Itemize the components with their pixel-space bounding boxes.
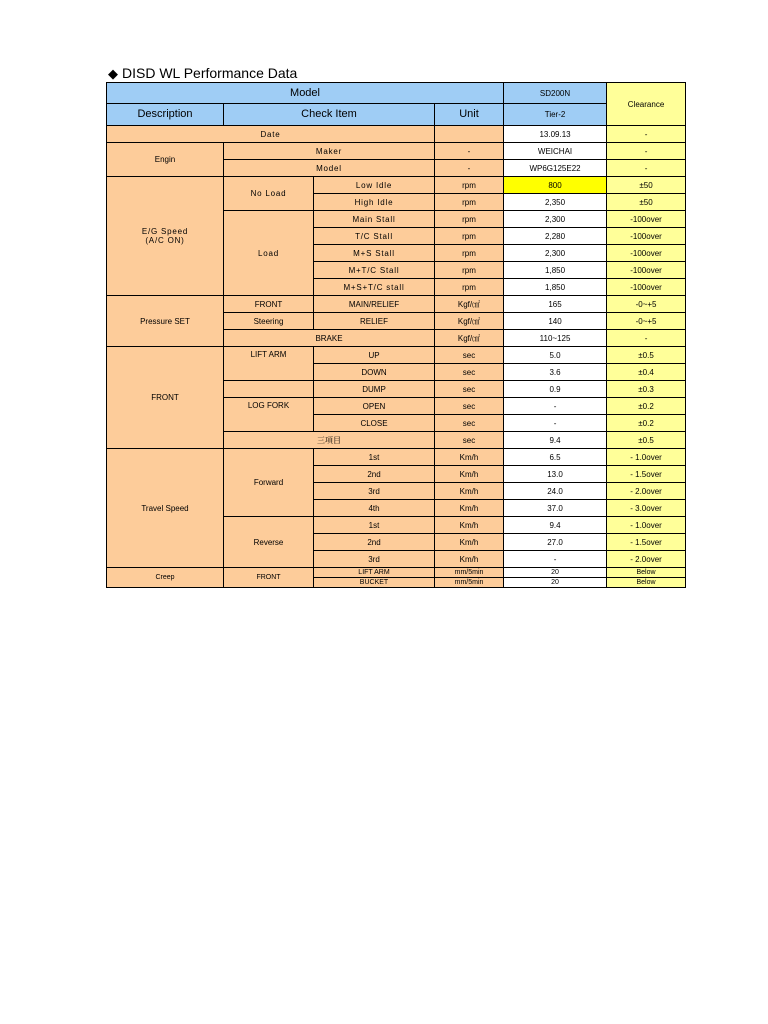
table-row — [107, 568, 686, 578]
creep-front-label: FRONT — [224, 568, 314, 588]
eg-speed-label — [107, 177, 224, 296]
ms-stall-label: M+S Stall — [314, 245, 435, 262]
date-clearance: - — [607, 126, 686, 143]
clearance-header: Clearance — [607, 83, 686, 126]
reverse-gear-label: 2nd — [314, 534, 435, 551]
eg-speed-label-line1: E/G Speed — [141, 227, 189, 236]
forward-gear-clearance: - 2.0over — [607, 483, 686, 500]
tc-stall-unit: rpm — [435, 228, 504, 245]
reverse-gear-value: - — [504, 551, 607, 568]
brake-unit: Kgf/㎠ — [435, 330, 504, 347]
title-text: DISD WL Performance Data — [122, 65, 298, 81]
date-label: Date — [107, 126, 435, 143]
date-unit — [435, 126, 504, 143]
main-stall-value: 2,300 — [504, 211, 607, 228]
forward-gear-unit: Km/h — [435, 483, 504, 500]
reverse-gear-label: 1st — [314, 517, 435, 534]
steering-relief-value: 140 — [504, 313, 607, 330]
reverse-gear-clearance: - 1.0over — [607, 517, 686, 534]
close-value: - — [504, 415, 607, 432]
up-unit: sec — [435, 347, 504, 364]
forward-gear-label: 2nd — [314, 466, 435, 483]
maker-label: Maker — [224, 143, 435, 160]
low-idle-value: 800 — [504, 177, 607, 194]
forward-gear-label: 1st — [314, 449, 435, 466]
high-idle-clearance: ±50 — [607, 194, 686, 211]
mstc-stall-value: 1,850 — [504, 279, 607, 296]
reverse-gear-value: 9.4 — [504, 517, 607, 534]
header-row-model — [107, 83, 686, 104]
unit-header: Unit — [435, 104, 504, 126]
description-header: Description — [107, 104, 224, 126]
table-row — [107, 296, 686, 313]
forward-gear-clearance: - 3.0over — [607, 500, 686, 517]
tier-value: Tier-2 — [504, 104, 607, 126]
engine-model-value: WP6G125E22 — [504, 160, 607, 177]
forward-gear-unit: Km/h — [435, 466, 504, 483]
maker-unit: - — [435, 143, 504, 160]
log-fork-label: LOG FORK — [224, 398, 314, 432]
forward-gear-value: 13.0 — [504, 466, 607, 483]
forward-gear-unit: Km/h — [435, 449, 504, 466]
tc-stall-clearance: -100over — [607, 228, 686, 245]
table-row — [107, 126, 686, 143]
forward-gear-value: 37.0 — [504, 500, 607, 517]
forward-gear-label: 3rd — [314, 483, 435, 500]
forward-gear-clearance: - 1.5over — [607, 466, 686, 483]
reverse-gear-clearance: - 2.0over — [607, 551, 686, 568]
mstc-stall-unit: rpm — [435, 279, 504, 296]
up-label: UP — [314, 347, 435, 364]
cycle-label: 三項目 — [224, 432, 435, 449]
mtc-stall-clearance: -100over — [607, 262, 686, 279]
load-label: Load — [224, 211, 314, 296]
creep-bucket-clearance: Below — [607, 578, 686, 588]
lift-arm-label: LIFT ARM — [224, 347, 314, 381]
main-relief-value: 165 — [504, 296, 607, 313]
down-label: DOWN — [314, 364, 435, 381]
brake-clearance: - — [607, 330, 686, 347]
diamond-bullet-icon: ◆ — [108, 66, 118, 81]
open-clearance: ±0.2 — [607, 398, 686, 415]
main-stall-clearance: -100over — [607, 211, 686, 228]
maker-clearance: - — [607, 143, 686, 160]
table-row — [107, 177, 686, 194]
up-value: 5.0 — [504, 347, 607, 364]
down-clearance: ±0.4 — [607, 364, 686, 381]
main-relief-label: MAIN/RELIEF — [314, 296, 435, 313]
travel-speed-label: Travel Speed — [107, 449, 224, 568]
main-relief-clearance: -0~+5 — [607, 296, 686, 313]
close-clearance: ±0.2 — [607, 415, 686, 432]
ms-stall-value: 2,300 — [504, 245, 607, 262]
open-value: - — [504, 398, 607, 415]
creep-bucket-label: BUCKET — [314, 578, 435, 588]
steering-relief-clearance: -0~+5 — [607, 313, 686, 330]
reverse-gear-label: 3rd — [314, 551, 435, 568]
forward-gear-clearance: - 1.0over — [607, 449, 686, 466]
front-section-label: FRONT — [107, 347, 224, 449]
pressure-set-label: Pressure SET — [107, 296, 224, 347]
creep-label: Creep — [107, 568, 224, 588]
engine-model-clearance: - — [607, 160, 686, 177]
creep-lift-arm-clearance: Below — [607, 568, 686, 578]
model-header: Model — [107, 83, 504, 104]
header-row-columns — [107, 104, 686, 126]
forward-label: Forward — [224, 449, 314, 517]
mtc-stall-unit: rpm — [435, 262, 504, 279]
tc-stall-value: 2,280 — [504, 228, 607, 245]
reverse-gear-value: 27.0 — [504, 534, 607, 551]
engin-label: Engin — [107, 143, 224, 177]
table-row — [107, 449, 686, 466]
open-label: OPEN — [314, 398, 435, 415]
cycle-clearance: ±0.5 — [607, 432, 686, 449]
forward-gear-unit: Km/h — [435, 500, 504, 517]
reverse-gear-unit: Km/h — [435, 517, 504, 534]
low-idle-label: Low Idle — [314, 177, 435, 194]
reverse-gear-unit: Km/h — [435, 551, 504, 568]
eg-speed-label-line2: (A/C ON) — [145, 236, 185, 245]
open-unit: sec — [435, 398, 504, 415]
steering-label: Steering — [224, 313, 314, 330]
forward-gear-value: 24.0 — [504, 483, 607, 500]
high-idle-value: 2,350 — [504, 194, 607, 211]
close-unit: sec — [435, 415, 504, 432]
table-row — [107, 347, 686, 364]
forward-gear-value: 6.5 — [504, 449, 607, 466]
creep-lift-arm-label: LIFT ARM — [314, 568, 435, 578]
table-row — [107, 143, 686, 160]
brake-label: BRAKE — [224, 330, 435, 347]
reverse-label: Reverse — [224, 517, 314, 568]
no-load-label: No Load — [224, 177, 314, 211]
maker-value: WEICHAI — [504, 143, 607, 160]
page-title — [108, 64, 297, 83]
creep-lift-arm-value: 20 — [504, 568, 607, 578]
up-clearance: ±0.5 — [607, 347, 686, 364]
dump-unit: sec — [435, 381, 504, 398]
reverse-gear-clearance: - 1.5over — [607, 534, 686, 551]
down-value: 3.6 — [504, 364, 607, 381]
low-idle-clearance: ±50 — [607, 177, 686, 194]
steering-relief-unit: Kgf/㎠ — [435, 313, 504, 330]
dump-value: 0.9 — [504, 381, 607, 398]
dump-clearance: ±0.3 — [607, 381, 686, 398]
reverse-gear-unit: Km/h — [435, 534, 504, 551]
dump-label: DUMP — [314, 381, 435, 398]
steering-relief-label: RELIEF — [314, 313, 435, 330]
date-value: 13.09.13 — [504, 126, 607, 143]
dump-group-blank — [224, 381, 314, 398]
cycle-unit: sec — [435, 432, 504, 449]
performance-table — [106, 82, 686, 588]
cycle-value: 9.4 — [504, 432, 607, 449]
ms-stall-unit: rpm — [435, 245, 504, 262]
down-unit: sec — [435, 364, 504, 381]
forward-gear-label: 4th — [314, 500, 435, 517]
mtc-stall-value: 1,850 — [504, 262, 607, 279]
brake-value: 110~125 — [504, 330, 607, 347]
tc-stall-label: T/C Stall — [314, 228, 435, 245]
main-stall-unit: rpm — [435, 211, 504, 228]
engine-model-label: Model — [224, 160, 435, 177]
low-idle-unit: rpm — [435, 177, 504, 194]
main-stall-label: Main Stall — [314, 211, 435, 228]
creep-lift-arm-unit: mm/5min — [435, 568, 504, 578]
main-relief-unit: Kgf/㎠ — [435, 296, 504, 313]
pressure-front-label: FRONT — [224, 296, 314, 313]
creep-bucket-unit: mm/5min — [435, 578, 504, 588]
close-label: CLOSE — [314, 415, 435, 432]
mtc-stall-label: M+T/C Stall — [314, 262, 435, 279]
engine-model-unit: - — [435, 160, 504, 177]
creep-bucket-value: 20 — [504, 578, 607, 588]
mstc-stall-clearance: -100over — [607, 279, 686, 296]
high-idle-label: High Idle — [314, 194, 435, 211]
ms-stall-clearance: -100over — [607, 245, 686, 262]
model-value: SD200N — [504, 83, 607, 104]
high-idle-unit: rpm — [435, 194, 504, 211]
mstc-stall-label: M+S+T/C stall — [314, 279, 435, 296]
check-item-header: Check Item — [224, 104, 435, 126]
